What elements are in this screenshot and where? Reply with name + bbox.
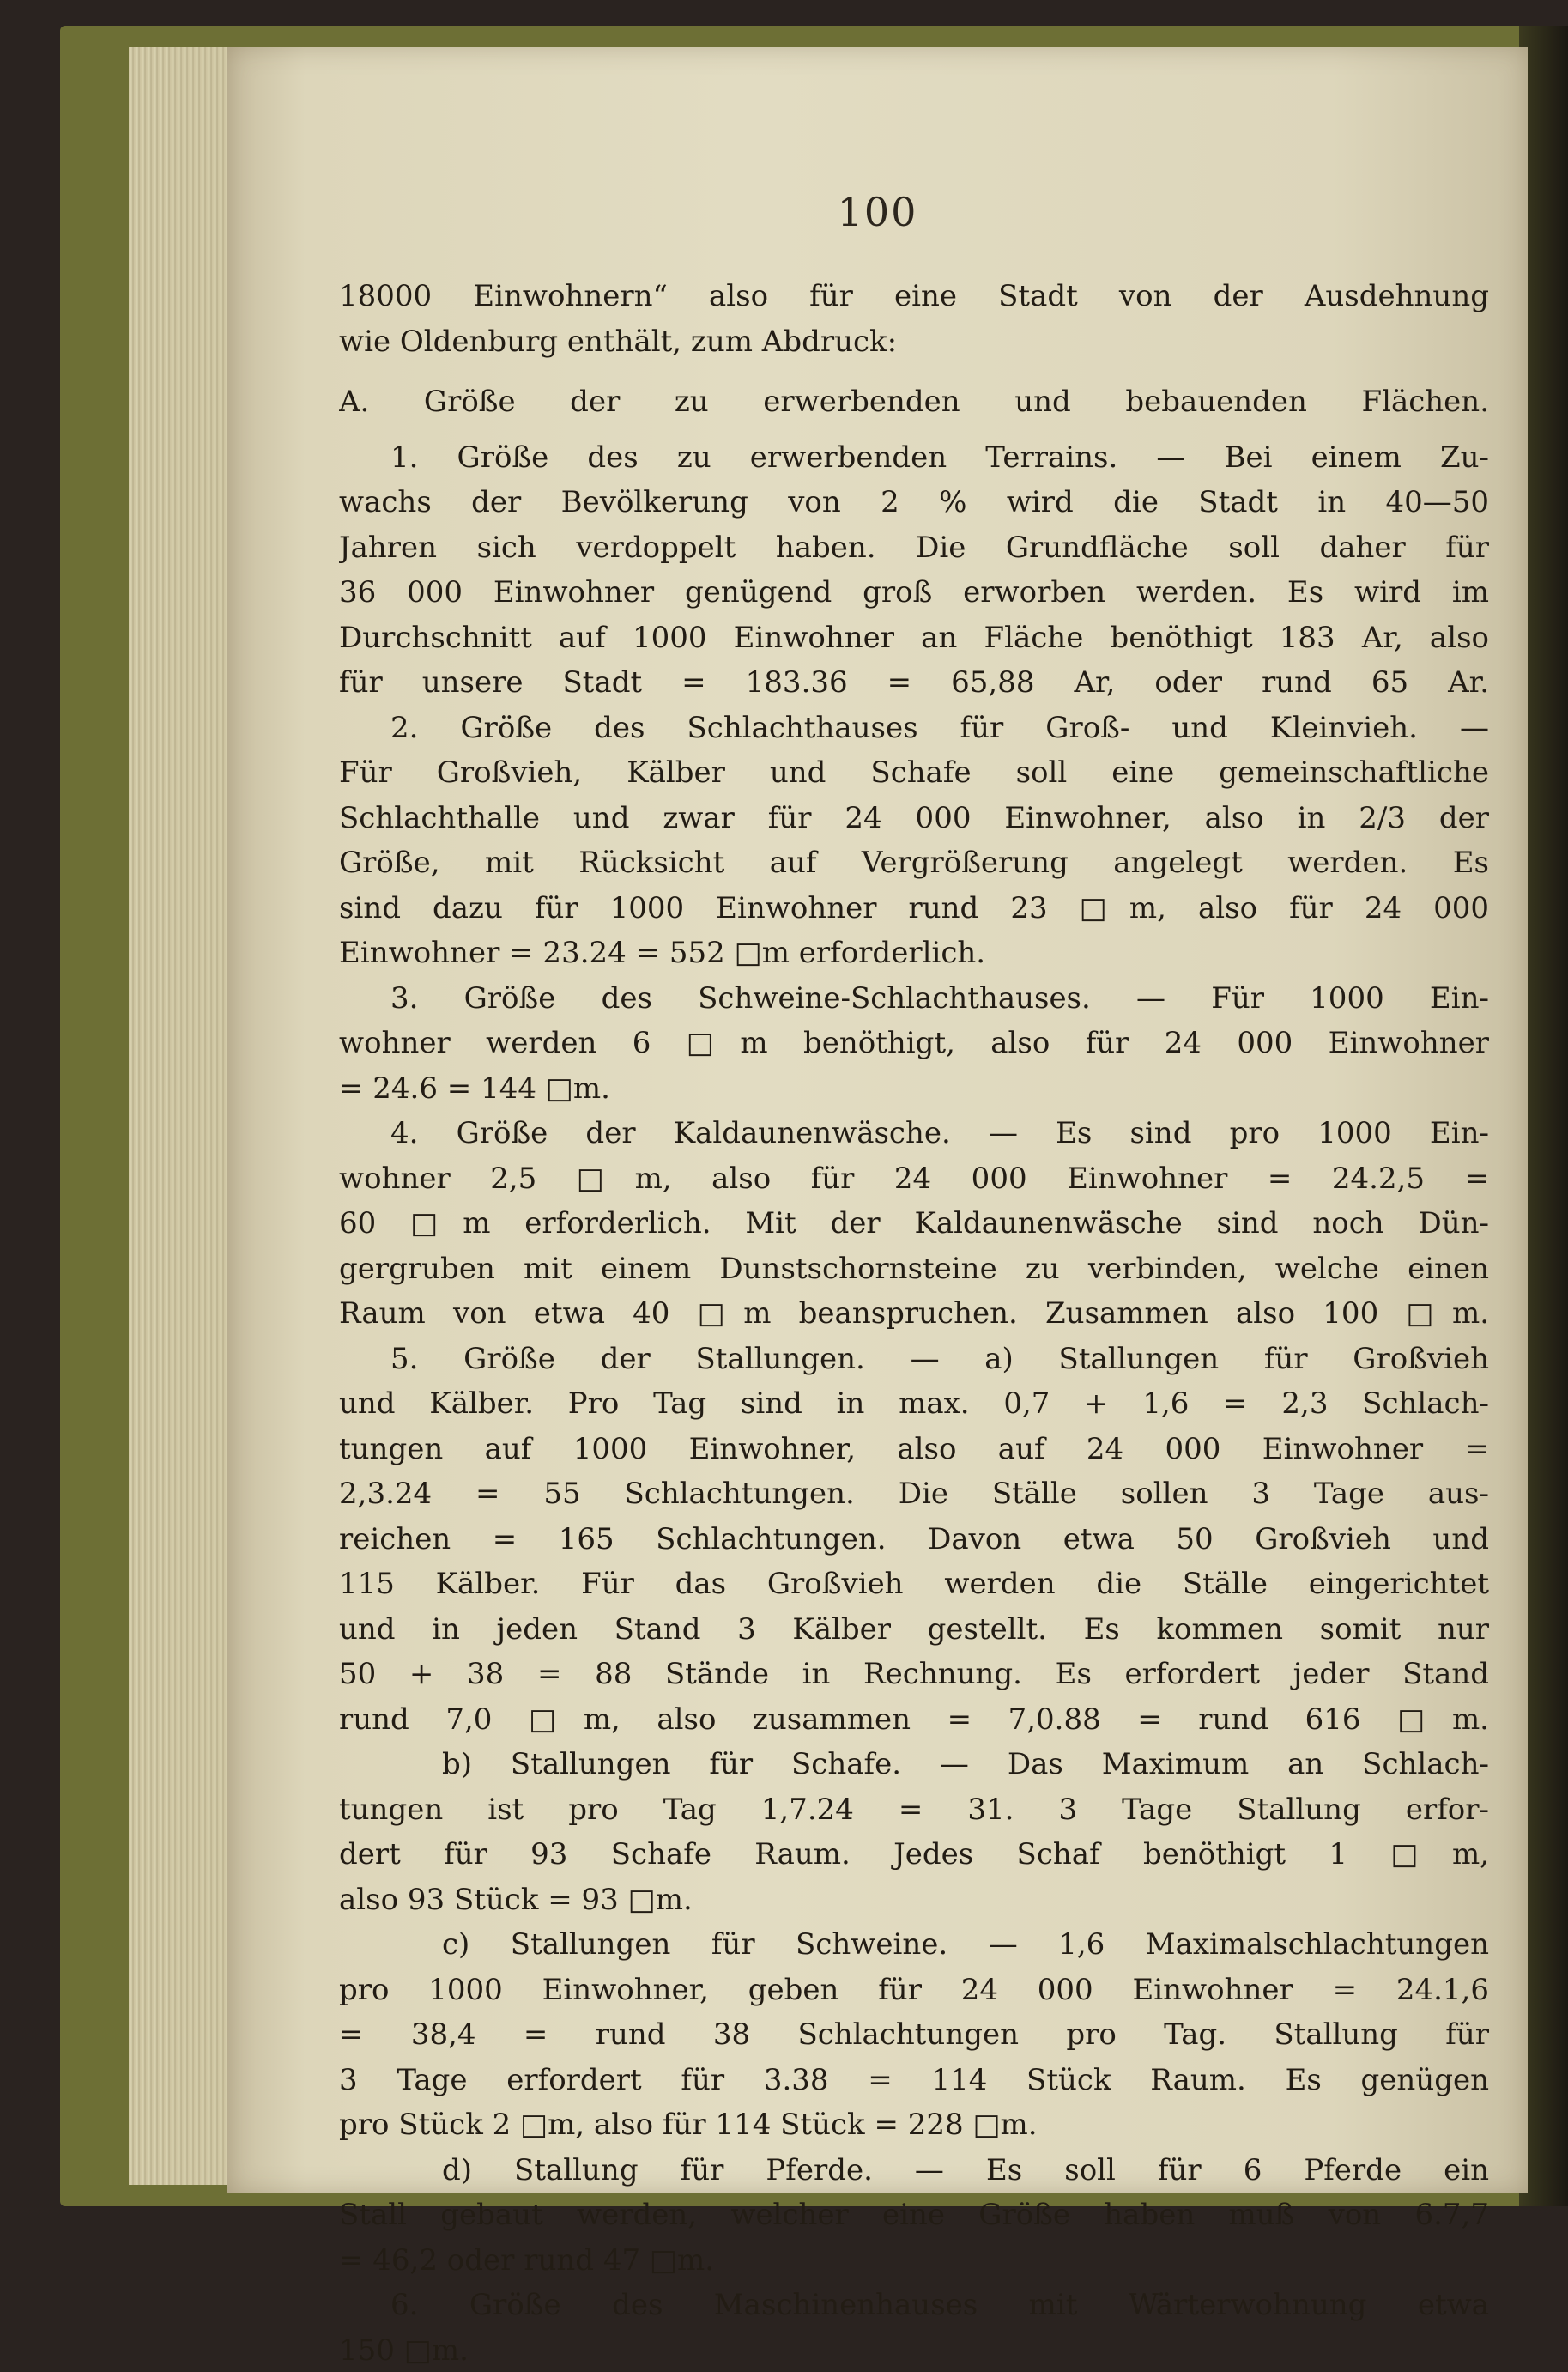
text-line: Für Großvieh, Kälber und Schafe soll eine gemeinschaftliche [339,755,1489,790]
text-line: rund 7,0 □m, also zusammen = 7,0.88 = rund 616 □m. [339,1702,1489,1737]
text-line: 50 + 38 = 88 Stände in Rechnung. Es erfordert jeder Stand [339,1657,1489,1691]
page-stack-edges [129,47,240,2185]
text-line: reichen = 165 Schlachtungen. Davon etwa 50 Großvieh und [339,1522,1489,1556]
text-line: = 24.6 = 144 □m. [339,1071,610,1106]
text-line: pro 1000 Einwohner, geben für 24 000 Einwohner = 24.1,6 [339,1973,1489,2007]
text-line: 3 Tage erfordert für 3.38 = 114 Stück Raum. Es genügen [339,2063,1489,2097]
text-line: = 46,2 oder rund 47 □m. [339,2243,715,2278]
text-line: tungen auf 1000 Einwohner, also auf 24 000 Einwohner = [339,1432,1489,1466]
text-line: 18000 Einwohnern“ also für eine Stadt von der Ausdehnung [339,279,1489,313]
text-line: Durchschnitt auf 1000 Einwohner an Fläche benöthigt 183 Ar, also [339,621,1489,655]
text-line: d) Stallung für Pferde. — Es soll für 6 Pferde ein [442,2153,1489,2187]
text-line: Schlachthalle und zwar für 24 000 Einwohner, also in 2/3 der [339,801,1489,835]
text-line: 4. Größe der Kaldaunenwäsche. — Es sind pro 1000 Ein- [390,1116,1489,1150]
text-line: 2. Größe des Schlachthauses für Groß- und Kleinvieh. — [390,711,1489,745]
text-line: c) Stallungen für Schweine. — 1,6 Maximalschlachtungen [442,1927,1489,1962]
text-line: 3. Größe des Schweine-Schlachthauses. — Für 1000 Ein- [390,981,1489,1016]
text-line: 6. Größe des Maschinenhauses mit Wärterwohnung etwa [390,2288,1489,2322]
text-line: wohner werden 6 □m benöthigt, also für 24 000 Einwohner [339,1026,1489,1060]
text-line: und in jeden Stand 3 Kälber gestellt. Es kommen somit nur [339,1612,1489,1647]
text-line: gergruben mit einem Dunstschornsteine zu verbinden, welche einen [339,1252,1489,1286]
text-line: tungen ist pro Tag 1,7.24 = 31. 3 Tage Stallung erfor- [339,1793,1489,1827]
text-line: 1. Größe des zu erwerbenden Terrains. — Bei einem Zu- [390,440,1489,475]
text-line: Raum von etwa 40 □m beanspruchen. Zusammen also 100 □m. [339,1296,1489,1331]
text-line: Größe, mit Rücksicht auf Vergrößerung angelegt werden. Es [339,846,1489,880]
text-line: also 93 Stück = 93 □m. [339,1883,693,1917]
text-line: 150 □m. [339,2333,469,2368]
text-line: für unsere Stadt = 183.36 = 65,88 Ar, oder rund 65 Ar. [339,665,1489,700]
text-line: Stall gebaut werden, welcher eine Größe haben muß von 6.7,7 [339,2198,1489,2232]
text-line: 60 □m erforderlich. Mit der Kaldaunenwäsche sind noch Dün- [339,1206,1489,1241]
text-line: 36 000 Einwohner genügend groß erworben werden. Es wird im [339,575,1489,610]
text-line: = 38,4 = rund 38 Schlachtungen pro Tag. Stallung für [339,2017,1489,2052]
text-line: dert für 93 Schafe Raum. Jedes Schaf benöthigt 1 □m, [339,1837,1489,1872]
text-line: Einwohner = 23.24 = 552 □m erforderlich. [339,936,986,970]
text-line: 5. Größe der Stallungen. — a) Stallungen für Großvieh [390,1342,1489,1376]
text-line: 2,3.24 = 55 Schlachtungen. Die Ställe sollen 3 Tage aus- [339,1477,1489,1511]
text-line: wohner 2,5 □m, also für 24 000 Einwohner = 24.2,5 = [339,1162,1489,1196]
page-number: 100 [837,189,918,235]
text-line: 115 Kälber. Für das Großvieh werden die Ställe eingerichtet [339,1567,1489,1601]
text-line: wie Oldenburg enthält, zum Abdruck: [339,325,898,359]
text-line: Jahren sich verdoppelt haben. Die Grundfläche soll daher für [339,531,1489,565]
text-line: pro Stück 2 □m, also für 114 Stück = 228 □m. [339,2108,1038,2142]
text-line: und Kälber. Pro Tag sind in max. 0,7 + 1,6 = 2,3 Schlach- [339,1386,1489,1421]
text-line: b) Stallungen für Schafe. — Das Maximum an Schlach- [442,1747,1489,1781]
text-line: sind dazu für 1000 Einwohner rund 23 □m, also für 24 000 [339,891,1489,925]
section-heading: A. Größe der zu erwerbenden und bebauenden Flächen. [339,385,1489,419]
text-line: wachs der Bevölkerung von 2 % wird die Stadt in 40—50 [339,485,1489,519]
